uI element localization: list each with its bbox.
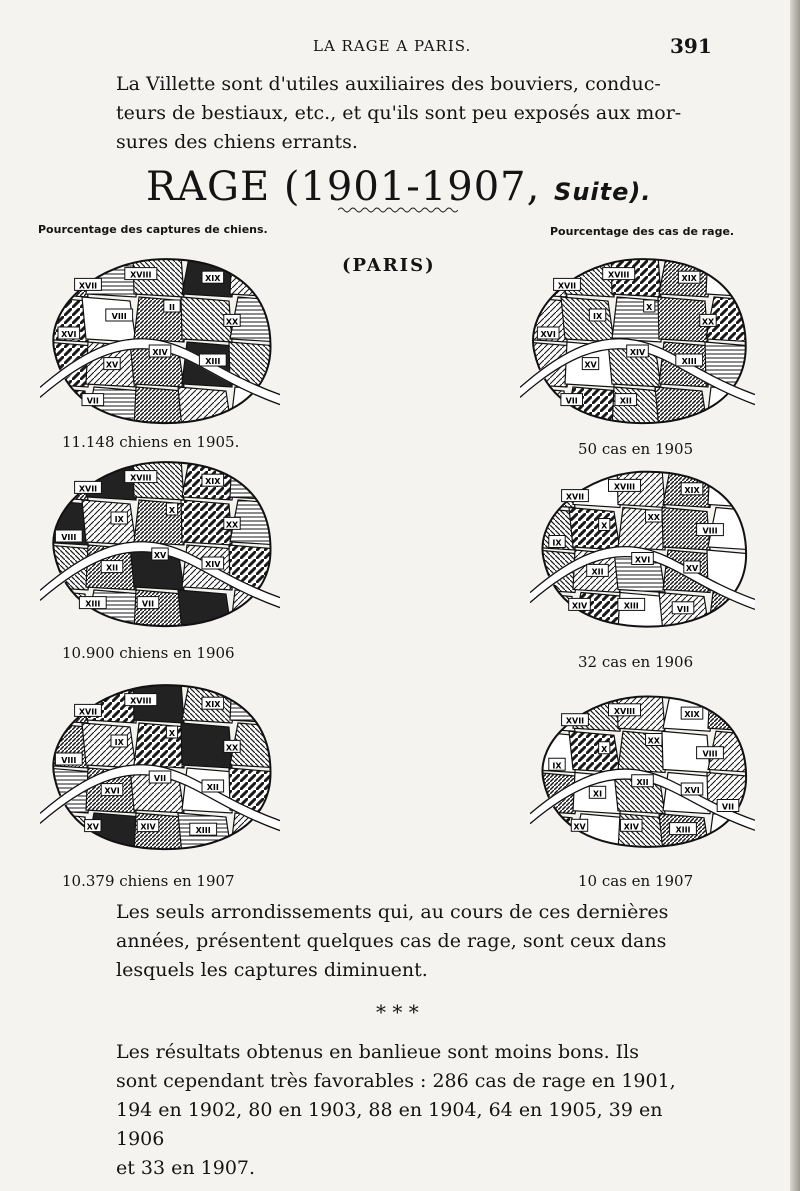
arrondissement-label: XIII — [85, 599, 101, 609]
figure-title-suffix: Suite). — [554, 178, 652, 206]
arrondissement-label: XX — [225, 743, 239, 753]
section-separator: * * * — [376, 1000, 419, 1024]
arrondissement-label: XV — [153, 551, 167, 560]
map-caption: 32 cas en 1906 — [578, 653, 694, 671]
arrondissement-label: XIX — [684, 710, 700, 720]
paris-map-rabies-1905 — [520, 252, 755, 432]
map-caption: 10.379 chiens en 1907 — [62, 872, 235, 890]
arrondissement-region — [569, 731, 620, 772]
arrondissement-label: XVII — [565, 492, 585, 502]
arrondissement-region — [178, 590, 232, 635]
arrondissement-label: XVIII — [130, 473, 152, 483]
arrondissement-label: XIV — [140, 822, 156, 832]
arrondissement-label: XIX — [681, 274, 697, 284]
arrondissement-label: X — [168, 729, 176, 738]
arrondissement-label: XII — [206, 783, 219, 792]
banlieue-paragraph — [116, 1038, 716, 1183]
arrondissement-region — [82, 500, 136, 545]
arrondissement-label: XX — [225, 520, 239, 530]
page-edge — [790, 0, 800, 1191]
arrondissement-label: XIV — [571, 601, 588, 611]
arrondissement-region — [520, 387, 567, 432]
text-line: 194 en 1902, 80 en 1903, 88 en 1904, 64 en 1905, 39 en 1906 — [116, 1099, 663, 1150]
arrondissement-region — [569, 508, 620, 551]
arrondissement-label: XVIII — [608, 270, 630, 280]
text-line: et 33 en 1907. — [116, 1157, 256, 1179]
paris-label: (PARIS) — [342, 255, 436, 276]
text-line: teurs de bestiaux, etc., et qu'ils sont peu exposés aux mor- — [116, 102, 682, 124]
arrondissement-label: XV — [685, 564, 699, 573]
arrondissement-label: IX — [552, 538, 562, 548]
intro-paragraph — [116, 70, 716, 157]
arrondissement-label: XIII — [675, 825, 691, 835]
arrondissement-label: XVI — [61, 330, 77, 339]
arrondissement-region — [134, 723, 187, 768]
figure-title — [146, 164, 651, 210]
arrondissement-region — [82, 723, 136, 768]
map-caption: 10 cas en 1907 — [578, 872, 694, 890]
arrondissement-region — [612, 297, 664, 342]
paris-map-rabies-1907 — [530, 690, 755, 855]
arrondissement-label: XX — [647, 736, 660, 746]
map-caption: 50 cas en 1905 — [578, 440, 694, 458]
arrondissement-label: XVIII — [613, 706, 636, 716]
arrondissement-label: VIII — [702, 526, 718, 536]
right-column-label: Pourcentage des cas de rage. — [550, 225, 735, 238]
map-caption: 11.148 chiens en 1905. — [62, 433, 240, 451]
arrondissement-label: IX — [114, 738, 124, 747]
arrondissement-label: X — [601, 744, 608, 754]
arrondissement-label: XIII — [195, 826, 211, 836]
arrondissement-label: XII — [105, 563, 119, 573]
arrondissement-label: VII — [141, 599, 155, 609]
running-header: LA RAGE A PARIS. — [313, 37, 472, 55]
title-underline-squiggle — [338, 206, 458, 214]
arrondissement-label: X — [601, 521, 608, 531]
arrondissement-label: VII — [565, 396, 578, 406]
paris-map-captures-1907 — [40, 678, 280, 858]
arrondissement-label: XIV — [623, 822, 639, 832]
arrondissement-label: IX — [114, 515, 124, 524]
arrondissement-label: XVIII — [130, 270, 152, 280]
arrondissement-label: XIII — [623, 601, 639, 611]
arrondissement-label: XV — [86, 822, 99, 832]
arrondissement-label: VIII — [702, 749, 718, 759]
paris-map-captures-1906 — [40, 455, 280, 635]
arrondissement-label: XIX — [205, 274, 221, 284]
arrondissement-label: XV — [584, 360, 597, 370]
arrondissement-label: XIII — [205, 357, 221, 366]
text-line: sont cependant très favorables : 286 cas de rage en 1901, — [116, 1070, 676, 1092]
paris-map-captures-1905 — [40, 252, 280, 432]
arrondissement-label: XII — [619, 396, 632, 406]
arrondissement-label: X — [168, 506, 176, 515]
paris-map-rabies-1906 — [530, 465, 755, 635]
arrondissement-label: XI — [592, 789, 603, 799]
arrondissement-label: XIX — [684, 485, 700, 495]
arrondissement-label: XVII — [78, 707, 98, 717]
text-line: sures des chiens errants. — [116, 131, 358, 153]
text-line: lesquels les captures diminuent. — [116, 959, 428, 981]
arrondissement-label: XVII — [78, 281, 98, 291]
arrondissement-region — [178, 387, 232, 432]
arrondissement-label: XIV — [152, 348, 168, 357]
arrondissement-label: VII — [676, 604, 690, 614]
arrondissement-region — [530, 814, 575, 855]
arrondissement-label: VIII — [61, 533, 77, 542]
closing-paragraph — [116, 898, 706, 985]
arrondissement-region — [40, 813, 88, 858]
arrondissement-region — [40, 387, 88, 432]
arrondissement-label: XVII — [557, 281, 577, 291]
arrondissement-region — [708, 690, 755, 731]
arrondissement-region — [230, 252, 280, 297]
arrondissement-region — [230, 455, 280, 500]
arrondissement-label: X — [646, 303, 653, 312]
arrondissement-label: XVI — [104, 786, 120, 796]
text-line: Les résultats obtenus en banlieue sont moins bons. Ils — [116, 1041, 640, 1063]
arrondissement-label: XII — [636, 777, 649, 787]
arrondissement-label: XVI — [540, 330, 556, 339]
arrondissement-label: XX — [701, 317, 715, 327]
left-column-label: Pourcentage des captures de chiens. — [38, 223, 268, 236]
arrondissement-label: XVI — [634, 555, 651, 565]
text-line: La Villette sont d'utiles auxiliaires des bouviers, conduc- — [116, 73, 661, 95]
arrondissement-label: XX — [225, 317, 239, 327]
arrondissement-label: XIV — [629, 348, 646, 357]
arrondissement-label: XII — [591, 567, 604, 577]
arrondissement-region — [708, 465, 755, 508]
arrondissement-label: XIX — [205, 477, 221, 487]
arrondissement-label: XIV — [205, 560, 221, 569]
arrondissement-label: XIII — [681, 357, 697, 366]
arrondissement-label: IX — [592, 312, 603, 321]
arrondissement-region — [134, 387, 184, 432]
arrondissement-region — [655, 387, 708, 432]
page-number: 391 — [670, 34, 712, 58]
figure-title-main: RAGE (1901-1907, — [146, 164, 541, 210]
text-line: Les seuls arrondissements qui, au cours de ces dernières — [116, 901, 669, 923]
arrondissement-label: VII — [721, 802, 735, 812]
arrondissement-label: XVIII — [613, 482, 636, 492]
arrondissement-label: IX — [552, 761, 562, 771]
map-caption: 10.900 chiens en 1906 — [62, 644, 235, 662]
arrondissement-region — [230, 678, 280, 723]
arrondissement-label: XX — [647, 513, 660, 522]
arrondissement-region — [706, 252, 755, 297]
arrondissement-label: XVI — [684, 786, 700, 795]
text-line: années, présentent quelques cas de rage, sont ceux dans — [116, 930, 667, 952]
arrondissement-label: VII — [153, 774, 167, 783]
arrondissement-label: VIII — [61, 756, 77, 765]
arrondissement-label: XIX — [205, 700, 221, 710]
arrondissement-label: XV — [573, 822, 586, 832]
arrondissement-label: XVIII — [130, 696, 152, 706]
arrondissement-label: XVII — [565, 716, 585, 726]
arrondissement-region — [134, 500, 187, 545]
arrondissement-label: VII — [86, 396, 99, 406]
arrondissement-label: XVII — [78, 484, 98, 494]
arrondissement-label: II — [169, 303, 175, 312]
arrondissement-label: VIII — [111, 312, 127, 321]
arrondissement-label: XV — [105, 360, 119, 370]
